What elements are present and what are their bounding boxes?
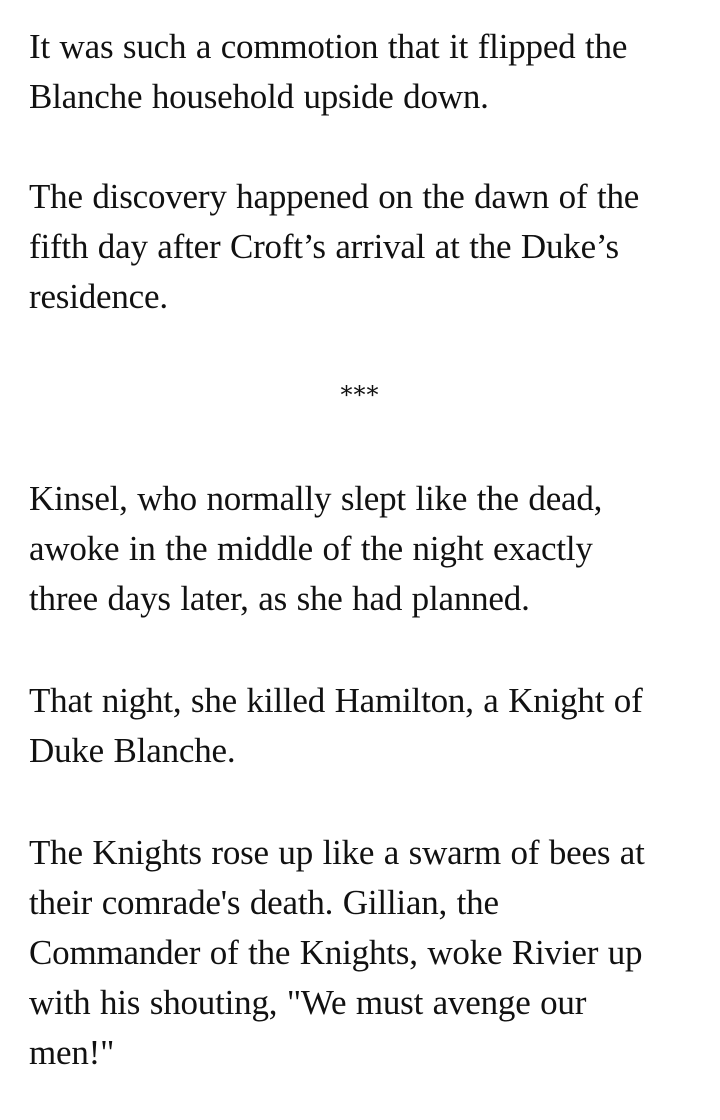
text-line: The Knights rose up like a swarm of bees at [29,833,645,872]
scene-break: *** [340,381,380,409]
text-line: men!" [29,1033,115,1072]
paragraph-5 [29,828,699,1078]
text-line: with his shouting, "We must avenge our [29,983,587,1022]
paragraph-3 [29,474,699,624]
text-line: residence. [29,277,168,316]
text-line: Blanche household upside down. [29,77,489,116]
text-line: three days later, as she had planned. [29,579,530,618]
paragraph-1 [29,22,699,122]
text-line: Commander of the Knights, woke Rivier up [29,933,643,972]
paragraph-4 [29,676,699,776]
text-line: Duke Blanche. [29,731,236,770]
text-line: It was such a commotion that it flipped the [29,27,628,66]
text-line: The discovery happened on the dawn of the [29,177,640,216]
paragraph-2 [29,172,699,322]
text-line: That night, she killed Hamilton, a Knight of [29,681,643,720]
text-line: Kinsel, who normally slept like the dead, [29,479,603,518]
text-line: awoke in the middle of the night exactly [29,529,593,568]
text-line: their comrade's death. Gillian, the [29,883,499,922]
text-line: fifth day after Croft’s arrival at the Duke’s [29,227,619,266]
